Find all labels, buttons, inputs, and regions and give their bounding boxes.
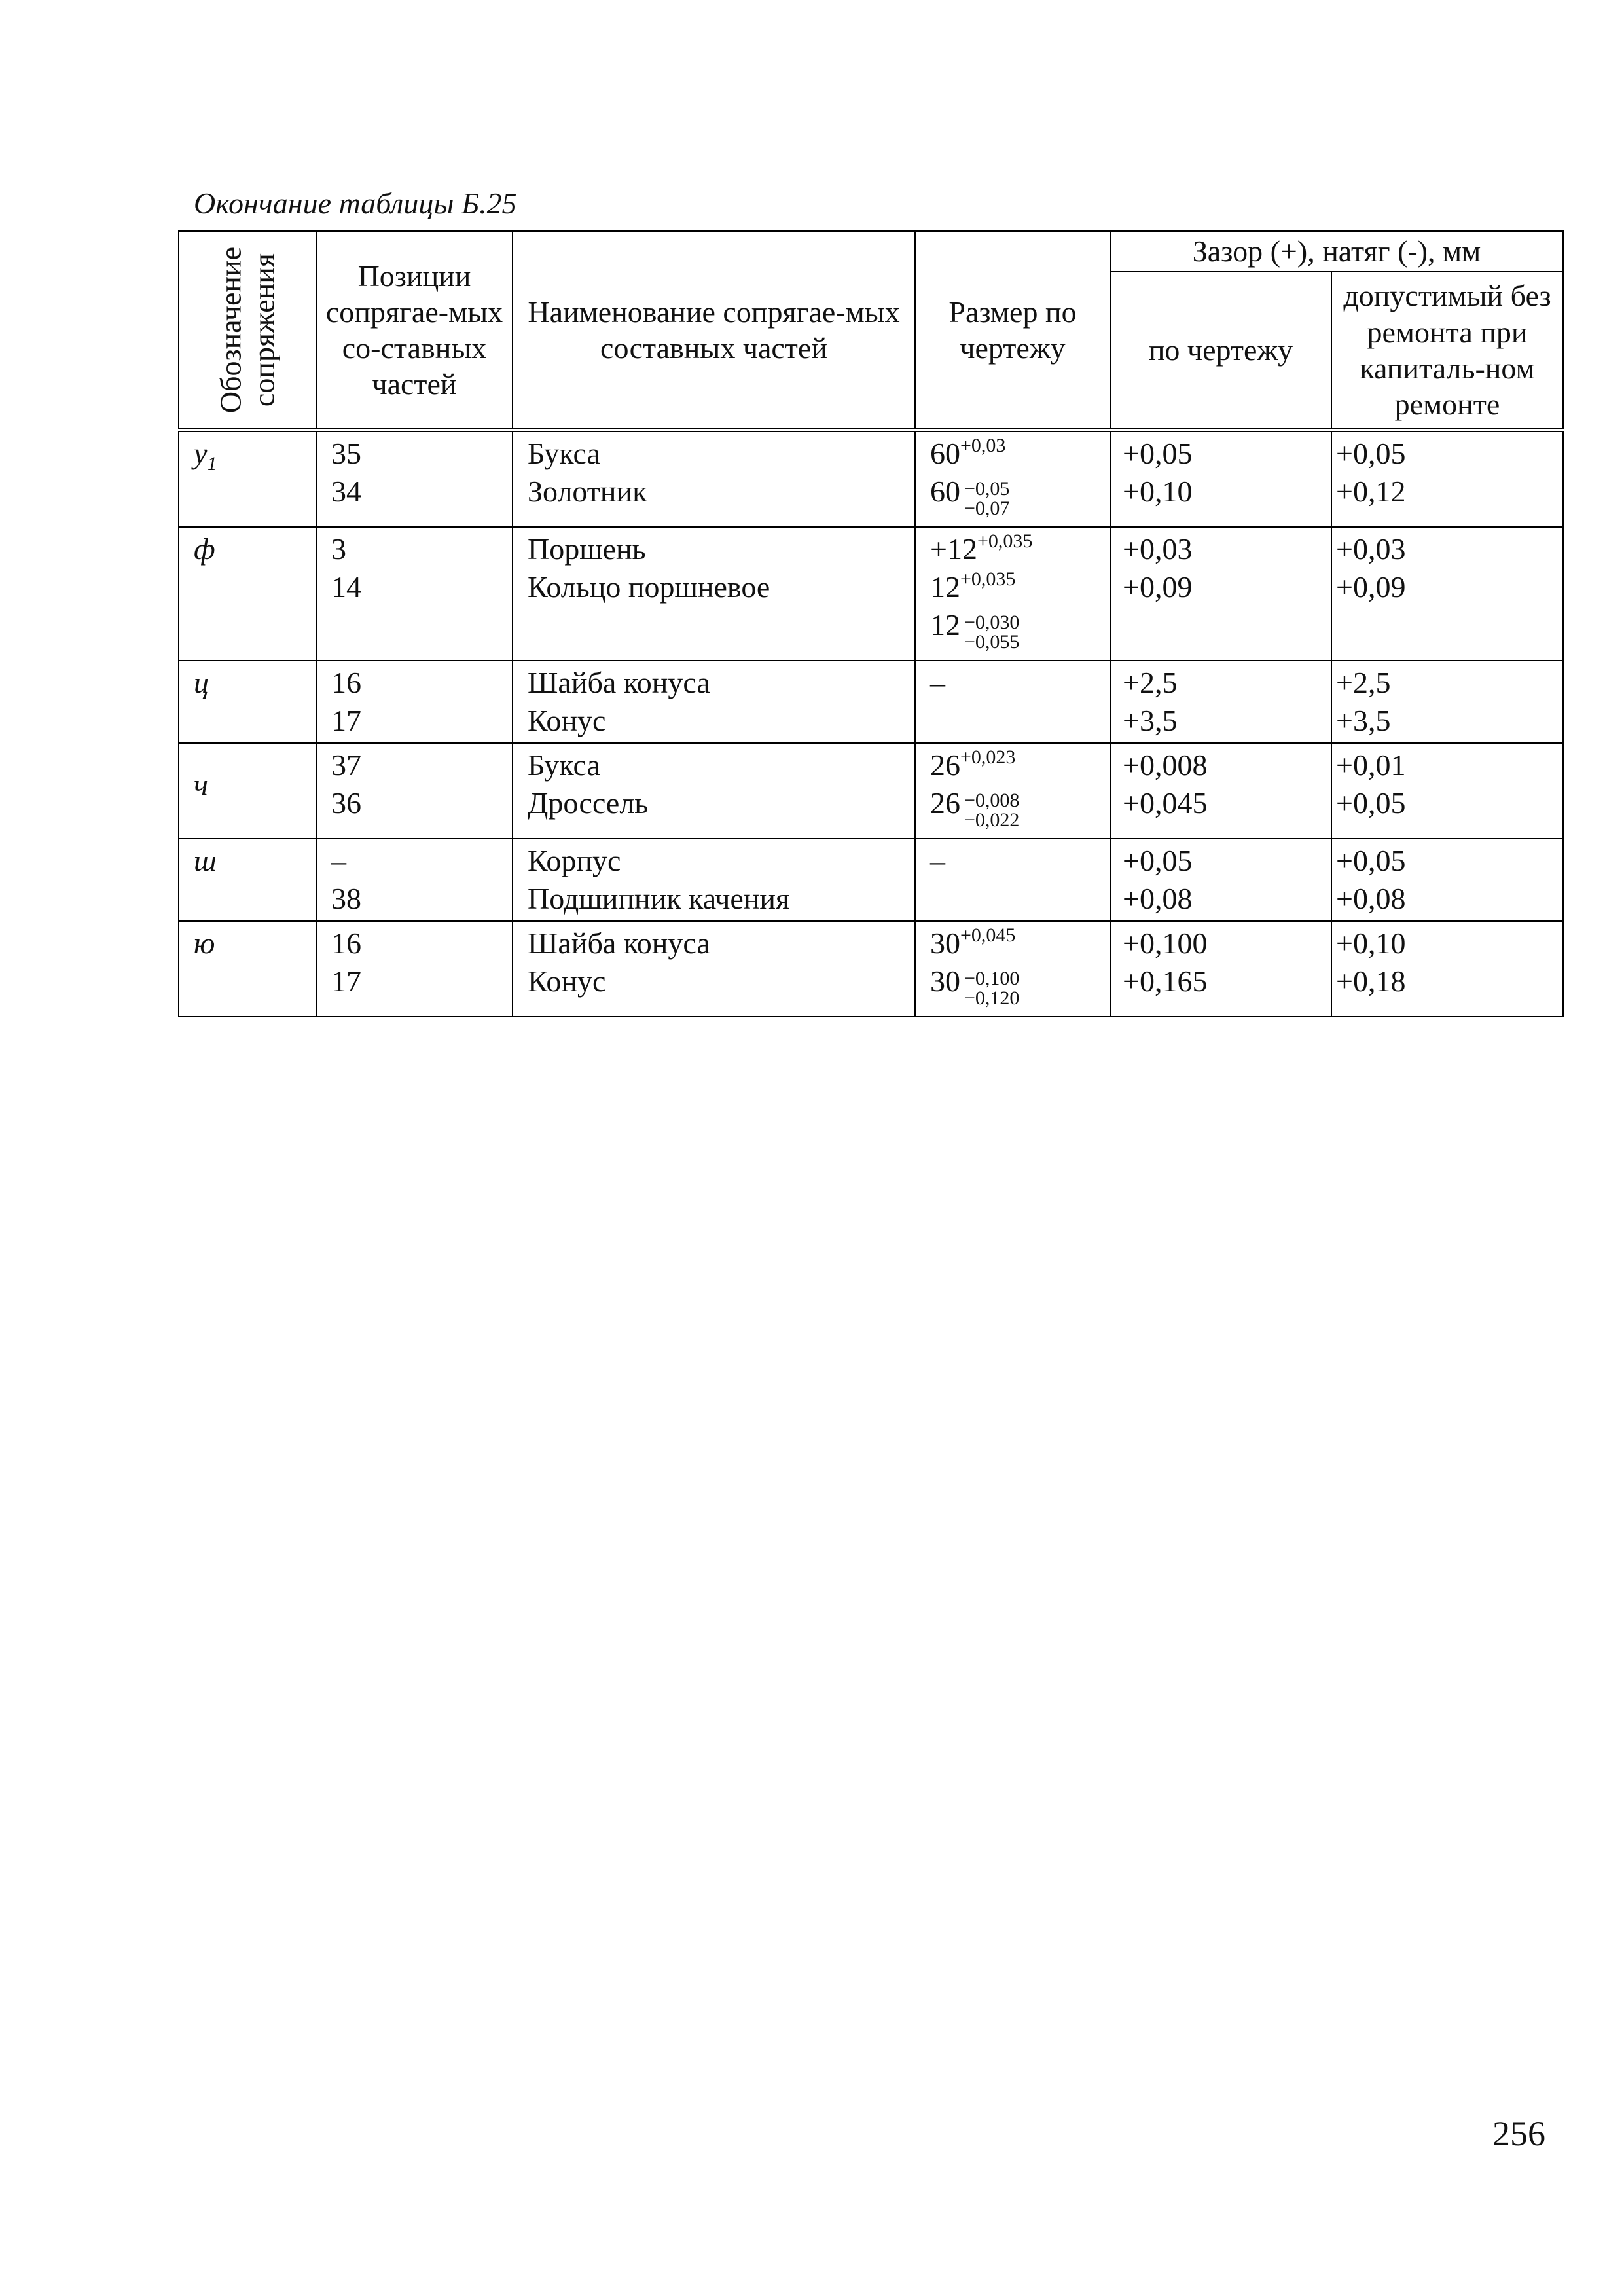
gap-allowed-value: +0,01: [1336, 748, 1406, 782]
size-value: –: [930, 844, 945, 877]
gap-drawing-value: +0,100: [1123, 926, 1208, 960]
header-mark: [179, 231, 316, 430]
part-name-value: Конус: [528, 964, 606, 998]
size-value: [930, 962, 1110, 1013]
gap-drawing-value: +0,05: [1123, 437, 1193, 470]
gap-allowed-value: +0,18: [1336, 964, 1406, 998]
table-row: [179, 921, 1563, 1017]
table-row: [179, 743, 1563, 839]
gap-allowed-value: +0,09: [1336, 570, 1406, 604]
position-cell: [316, 921, 513, 1017]
part-name-cell: [513, 921, 915, 1017]
position-value: 16: [331, 926, 361, 960]
gap-drawing-value: +0,165: [1123, 964, 1208, 998]
header-gap-group: Зазор (+), натяг (-), мм: [1110, 231, 1563, 272]
gap-allowed-value: +3,5: [1336, 704, 1391, 737]
mark-label: ч: [194, 768, 208, 801]
mark-label: ц: [194, 666, 209, 699]
size-upper-deviation: −0,008: [964, 790, 1020, 811]
size-lower-deviation: −0,07: [964, 498, 1010, 519]
gap-allowed-cell: [1331, 527, 1563, 661]
size-upper-deviation: −0,100: [964, 968, 1020, 989]
mark-cell: [179, 839, 316, 921]
gap-drawing-cell: [1110, 921, 1331, 1017]
part-name-cell: [513, 743, 915, 839]
mark-label: ш: [194, 844, 217, 877]
part-name-value: Конус: [528, 704, 606, 737]
table-row: [179, 527, 1563, 661]
size-lower-deviation: −0,055: [964, 631, 1020, 653]
gap-drawing-value: +0,008: [1123, 748, 1208, 782]
mark-label: $у_1$: [194, 437, 217, 475]
page-number: 256: [1492, 2114, 1545, 2153]
mark-label: ф: [194, 532, 215, 566]
gap-allowed-cell: [1331, 661, 1563, 743]
position-cell: [316, 743, 513, 839]
header-name: Наименование сопрягае-мых составных частей: [513, 231, 915, 430]
position-value: 38: [331, 882, 361, 915]
gap-allowed-value: +0,05: [1336, 786, 1406, 820]
gap-drawing-value: +0,08: [1123, 882, 1193, 915]
table-row: [179, 430, 1563, 527]
table-row: [179, 661, 1563, 743]
gap-drawing-value: +2,5: [1123, 666, 1178, 699]
gap-drawing-cell: [1110, 430, 1331, 527]
mating-parts-table: [178, 230, 1564, 1017]
size-tolerance: +0,023: [960, 746, 1016, 768]
part-name-value: Подшипник качения: [528, 882, 790, 915]
gap-drawing-value: +0,045: [1123, 786, 1208, 820]
size-value: [930, 746, 1110, 784]
gap-drawing-value: +0,09: [1123, 570, 1193, 604]
size-cell: [915, 430, 1110, 527]
position-cell: [316, 527, 513, 661]
position-cell: [316, 839, 513, 921]
header-size: Размер по чертежу: [915, 231, 1110, 430]
header-gap-drawing: по чертежу: [1110, 272, 1331, 430]
gap-allowed-cell: [1331, 430, 1563, 527]
size-value: [930, 435, 1110, 473]
size-nominal: 60: [930, 475, 960, 508]
part-name-value: Шайба конуса: [528, 926, 710, 960]
part-name-value: Букса: [528, 437, 600, 470]
size-upper-deviation: −0,030: [964, 611, 1020, 633]
part-name-cell: [513, 661, 915, 743]
mark-cell: [179, 527, 316, 661]
part-name-value: Букса: [528, 748, 600, 782]
position-value: –: [331, 844, 346, 877]
size-nominal: +12: [930, 532, 977, 566]
size-cell: [915, 921, 1110, 1017]
size-nominal: 12: [930, 608, 960, 642]
mark-cell: [179, 743, 316, 839]
header-gap-allowed: допустимый без ремонта при капиталь-ном ремонте: [1331, 272, 1563, 430]
part-name-cell: [513, 430, 915, 527]
size-tolerance: +0,035: [977, 530, 1033, 552]
position-value: 34: [331, 475, 361, 508]
gap-allowed-cell: [1331, 743, 1563, 839]
part-name-value: Корпус: [528, 844, 621, 877]
part-name-cell: [513, 839, 915, 921]
table-caption: Окончание таблицы Б.25: [194, 187, 517, 220]
size-value: [930, 530, 1110, 568]
size-nominal: 30: [930, 964, 960, 998]
position-value: 14: [331, 570, 361, 604]
position-value: 16: [331, 666, 361, 699]
table-row: [179, 839, 1563, 921]
size-nominal: 26: [930, 748, 960, 782]
gap-drawing-cell: [1110, 527, 1331, 661]
gap-drawing-value: +0,10: [1123, 475, 1193, 508]
gap-allowed-cell: [1331, 839, 1563, 921]
mark-cell: [179, 430, 316, 527]
gap-allowed-value: +2,5: [1336, 666, 1391, 699]
gap-allowed-value: +0,03: [1336, 532, 1406, 566]
mark-label: ю: [194, 926, 215, 960]
gap-drawing-value: +3,5: [1123, 704, 1178, 737]
size-value: [930, 784, 1110, 835]
size-value: –: [930, 666, 945, 699]
position-value: 3: [331, 532, 346, 566]
gap-allowed-value: +0,05: [1336, 437, 1406, 470]
gap-drawing-cell: [1110, 839, 1331, 921]
gap-allowed-value: +0,12: [1336, 475, 1406, 508]
mark-cell: [179, 921, 316, 1017]
gap-allowed-value: +0,08: [1336, 882, 1406, 915]
part-name-value: Поршень: [528, 532, 646, 566]
size-value: [930, 473, 1110, 524]
size-nominal: 30: [930, 926, 960, 960]
position-value: 17: [331, 964, 361, 998]
position-value: 35: [331, 437, 361, 470]
position-value: 37: [331, 748, 361, 782]
size-tolerance: +0,045: [960, 924, 1016, 946]
size-upper-deviation: −0,05: [964, 478, 1010, 500]
size-value: [930, 606, 1110, 657]
gap-allowed-cell: [1331, 921, 1563, 1017]
gap-drawing-cell: [1110, 661, 1331, 743]
part-name-value: Кольцо поршневое: [528, 570, 770, 604]
size-cell: [915, 527, 1110, 661]
size-nominal: 60: [930, 437, 960, 470]
position-cell: [316, 661, 513, 743]
size-cell: [915, 839, 1110, 921]
part-name-value: Шайба конуса: [528, 666, 710, 699]
gap-drawing-value: +0,03: [1123, 532, 1193, 566]
part-name-cell: [513, 527, 915, 661]
size-nominal: 12: [930, 570, 960, 604]
gap-allowed-value: +0,05: [1336, 844, 1406, 877]
size-tolerance: +0,035: [960, 568, 1016, 590]
size-value: [930, 568, 1110, 606]
part-name-value: Золотник: [528, 475, 647, 508]
size-nominal: 26: [930, 786, 960, 820]
gap-drawing-cell: [1110, 743, 1331, 839]
header-mark-label: Обозначение сопряжения: [213, 246, 280, 414]
mark-cell: [179, 661, 316, 743]
table-body: [179, 430, 1563, 1017]
position-cell: [316, 430, 513, 527]
size-lower-deviation: −0,022: [964, 809, 1020, 831]
header-positions: Позиции сопрягае-мых со-ставных частей: [316, 231, 513, 430]
size-lower-deviation: −0,120: [964, 987, 1020, 1009]
size-value: [930, 924, 1110, 962]
size-cell: [915, 743, 1110, 839]
gap-allowed-value: +0,10: [1336, 926, 1406, 960]
size-tolerance: +0,03: [960, 435, 1006, 456]
position-value: 36: [331, 786, 361, 820]
gap-drawing-value: +0,05: [1123, 844, 1193, 877]
part-name-value: Дроссель: [528, 786, 649, 820]
size-cell: [915, 661, 1110, 743]
position-value: 17: [331, 704, 361, 737]
